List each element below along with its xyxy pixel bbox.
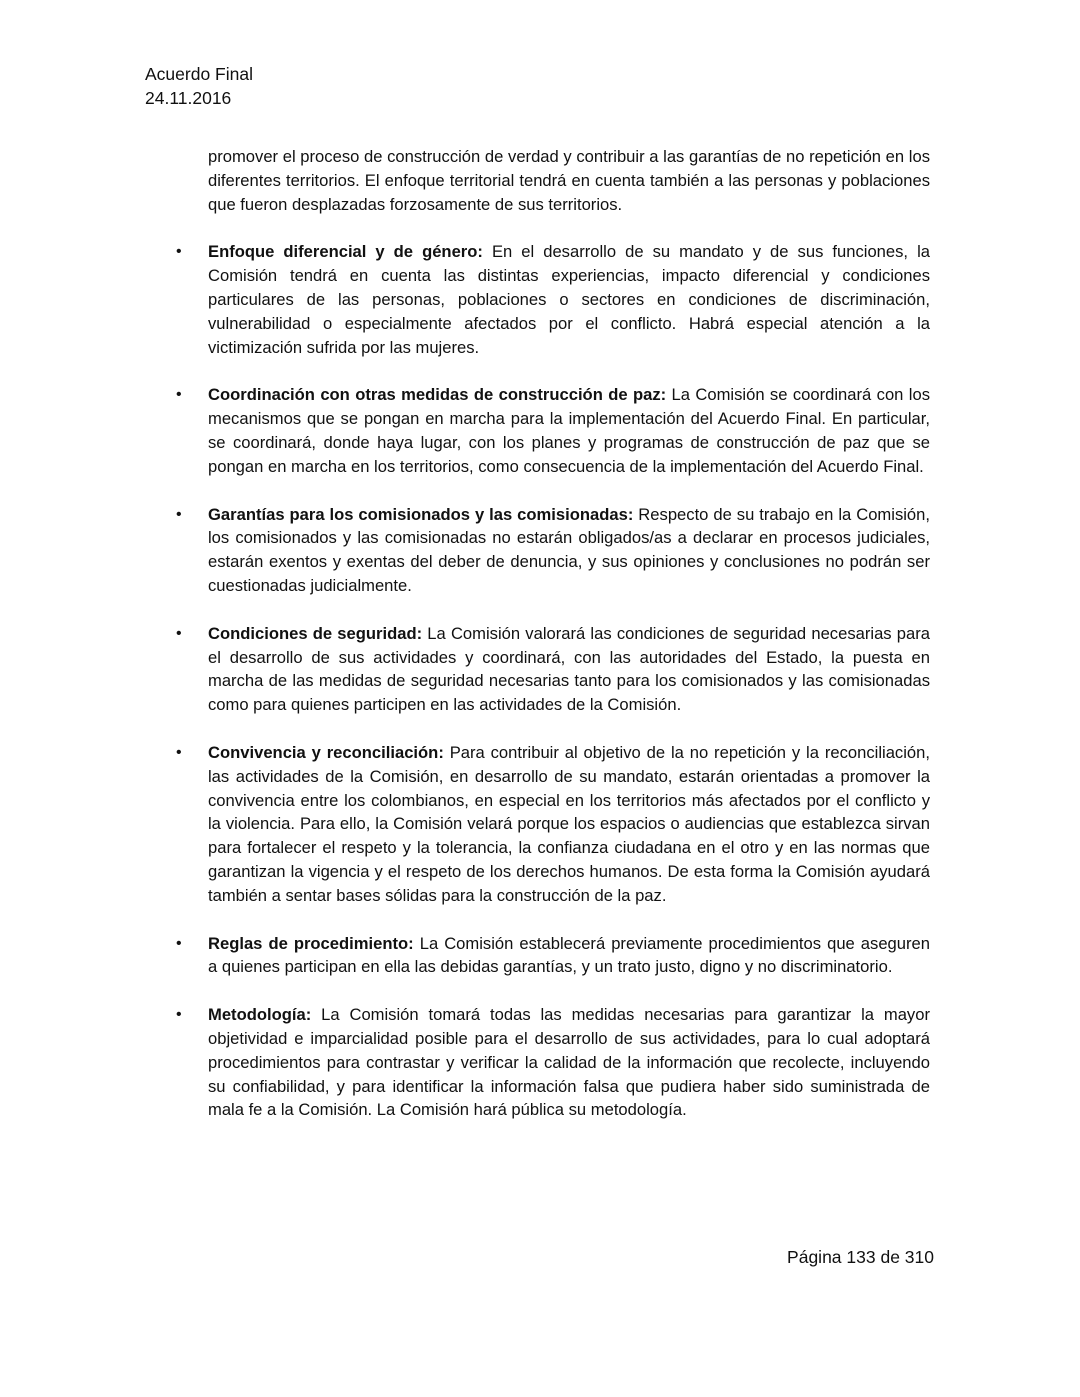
item-text: Para contribuir al objetivo de la no repetición y la reconciliación, las actividades de la Comisión, en desarrollo de su mandato, estarán orientadas a promover la convivencia entre los colombianos, en especial en los territorios más afectados por el conflicto y la violencia. Para ello, la Comisión velará porque los espacios o audiencias que establezca sirvan para fortalecer el respeto y la tolerancia, la confianza ciudadana en el otro y en las normas que garantizan la vigencia y el respeto de los derechos humanos. De esta forma la Comisión ayudará también a sentar bases sólidas para la construcción de la paz. [208, 742, 930, 905]
item-term: Convivencia y reconciliación: [208, 742, 444, 762]
intro-paragraph: promover el proceso de construcción de verdad y contribuir a las garantías de no repetición en los diferentes territorios. El enfoque territorial tendrá en cuenta también a las personas y poblaciones que fueron desplazadas forzosamente de sus territorios. [208, 147, 930, 214]
document-body [176, 145, 930, 1122]
document-header [145, 62, 253, 110]
bullet-icon: • [176, 243, 182, 261]
item-text: En el desarrollo de su mandato y de sus funciones, la Comisión tendrá en cuenta las distintas experiencias, impacto diferencial y condiciones particulares de las personas, poblaciones o sectores en condiciones de discriminación, vulnerabilidad o especialmente afectados por el conflicto. Habrá especial atención a la victimización sufrida por las mujeres. [208, 242, 930, 357]
item-text: La Comisión valorará las condiciones de seguridad necesarias para el desarrollo de sus actividades y coordinará, con las autoridades del Estado, la puesta en marcha de las medidas de seguridad necesarias tanto para los comisionados y las comisionadas como para quienes participen en las actividades de la Comisión. [208, 623, 930, 715]
bullet-icon: • [176, 624, 182, 642]
bullet-icon: • [176, 386, 182, 404]
list-item [176, 622, 930, 717]
item-term: Reglas de procedimiento: [208, 933, 414, 953]
bullet-icon: • [176, 743, 182, 761]
document-title: Acuerdo Final [145, 64, 253, 84]
item-term: Metodología: [208, 1005, 312, 1025]
list-item [176, 240, 930, 359]
page-number: Página 133 de 310 [787, 1247, 934, 1267]
bullet-icon: • [176, 934, 182, 952]
item-term: Condiciones de seguridad: [208, 623, 423, 643]
list-item [176, 1003, 930, 1122]
item-text: La Comisión se coordinará con los mecanismos que se pongan en marcha para la implementación del Acuerdo Final. En particular, se coordinará, donde haya lugar, con los planes y programas de construcción de paz que se pongan en marcha en los territorios, como consecuencia de la implementación del Acuerdo Final. [208, 385, 930, 476]
item-term: Enfoque diferencial y de género: [208, 242, 483, 262]
item-term: Coordinación con otras medidas de construcción de paz: [208, 385, 667, 405]
list-item [176, 741, 930, 908]
item-term: Garantías para los comisionados y las comisionadas: [208, 504, 634, 524]
item-text: La Comisión establecerá previamente procedimientos que aseguren a quienes participan en ella las debidas garantías, y un trato justo, digno y no discriminatorio. [208, 933, 930, 977]
bullet-icon: • [176, 1006, 182, 1024]
list-item [176, 932, 930, 980]
bullet-icon: • [176, 505, 182, 523]
item-text: Respecto de su trabajo en la Comisión, los comisionados y las comisionadas no estarán obligados/as a declarar en procesos judiciales, estarán exentos y exentas del deber de denuncia, y sus opiniones y conclusiones no podrán ser cuestionadas judicialmente. [208, 504, 930, 595]
list-item [176, 503, 930, 598]
item-text: La Comisión tomará todas las medidas necesarias para garantizar la mayor objetividad e imparcialidad posible para el desarrollo de sus actividades, para lo cual adoptará procedimientos para contrastar y verificar la calidad de la información que recolecte, incluyendo su confiabilidad, y para identificar la información falsa que pudiera haber sido suministrada de mala fe a la Comisión. La Comisión hará pública su metodología. [208, 1005, 930, 1120]
list-item [176, 383, 930, 478]
document-date: 24.11.2016 [145, 88, 232, 108]
